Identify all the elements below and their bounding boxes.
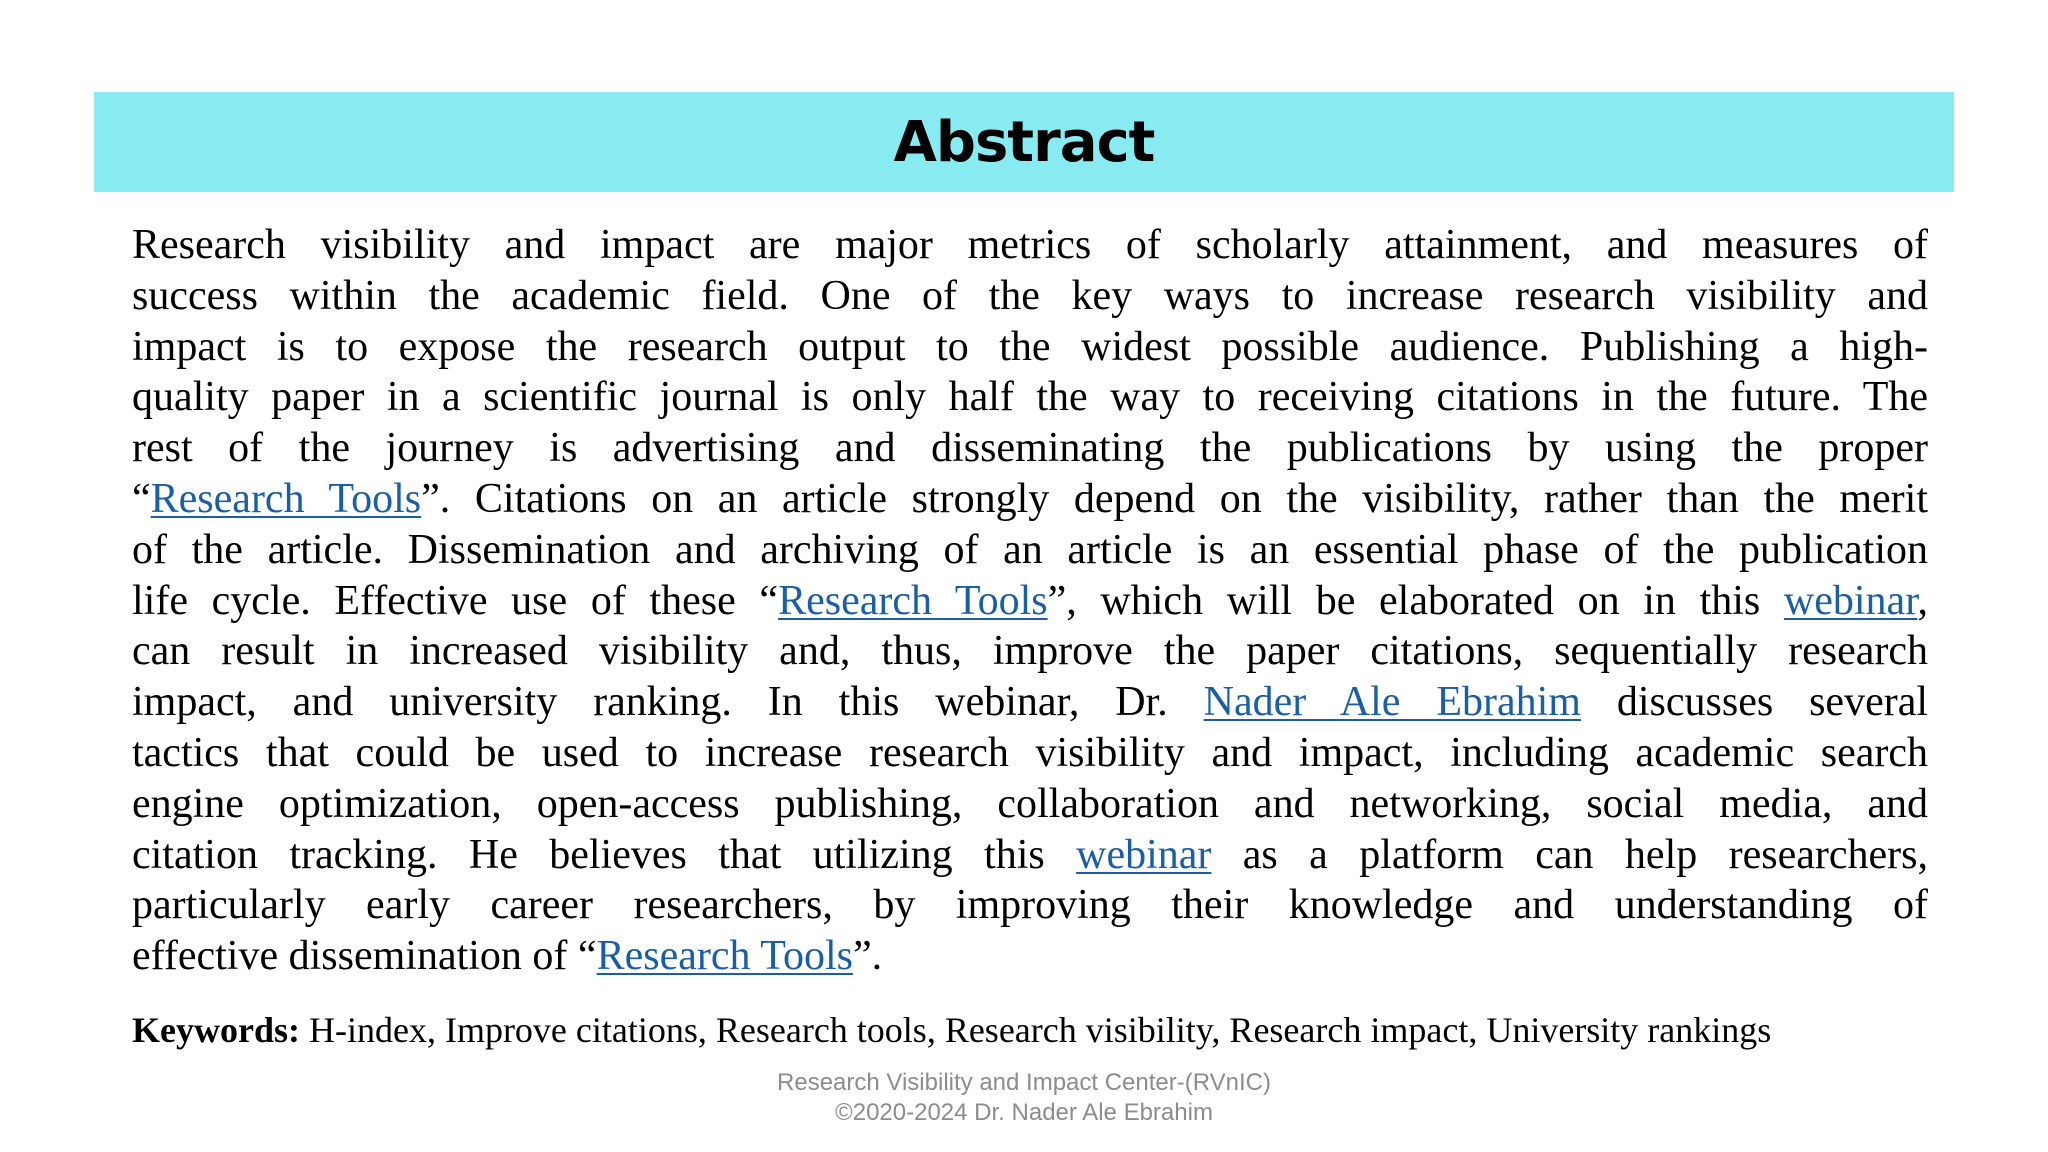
hyperlink-research-tools[interactable]: Research Tools — [778, 577, 1048, 624]
abstract-line — [132, 677, 1928, 728]
abstract-text: discusses several — [1580, 679, 1929, 726]
hyperlink-webinar[interactable]: webinar — [1076, 831, 1212, 878]
abstract-text: engine optimization, open-access publishing, collaboration and networking, social media, and — [132, 780, 1928, 827]
abstract-text: Research visibility and impact are major metrics of scholarly attainment, and measures of — [132, 222, 1928, 268]
abstract-text: impact, and university ranking. In this webinar, Dr. — [132, 679, 1204, 726]
abstract-text: impact is to expose the research output to the widest possible audience. Publishing a high- — [132, 323, 1928, 370]
abstract-text: citation tracking. He believes that utilizing this — [132, 831, 1077, 878]
hyperlink-webinar[interactable]: webinar — [1783, 577, 1918, 624]
abstract-text: effective dissemination of “ — [132, 933, 597, 980]
abstract-text: ”, which will be elaborated on in this — [1047, 577, 1784, 624]
abstract-text: success within the academic field. One of the key ways to increase research visibility and — [132, 272, 1928, 319]
keywords-list: H-index, Improve citations, Research tools, Research visibility, Research impact, University rankings — [299, 1010, 1772, 1050]
keywords-label: Keywords: — [132, 1010, 300, 1050]
abstract-line — [132, 322, 1928, 373]
abstract-text: quality paper in a scientific journal is only half the way to receiving citations in the future. The — [132, 374, 1928, 421]
keywords-line — [132, 1006, 1952, 1054]
abstract-line — [132, 372, 1928, 423]
slide-title: Abstract — [893, 109, 1155, 175]
abstract-paragraph — [132, 220, 1928, 982]
abstract-text: , — [1917, 577, 1928, 624]
hyperlink-research-tools[interactable]: Research Tools — [596, 933, 853, 980]
abstract-line — [132, 728, 1928, 779]
abstract-text: “ — [132, 475, 151, 522]
footer — [0, 1068, 2048, 1128]
abstract-text: can result in increased visibility and, thus, improve the paper citations, sequentially research — [132, 628, 1928, 675]
title-band — [94, 92, 1954, 192]
abstract-text: particularly early career researchers, by improving their knowledge and understanding of — [132, 882, 1928, 929]
abstract-line — [132, 271, 1928, 322]
abstract-text: ”. — [852, 933, 883, 980]
abstract-line — [132, 830, 1928, 881]
abstract-line — [132, 525, 1928, 576]
footer-center-name: Research Visibility and Impact Center-(RVnIC) — [777, 1069, 1271, 1096]
abstract-line — [132, 576, 1928, 627]
hyperlink-research-tools[interactable]: Research Tools — [150, 475, 422, 522]
abstract-line — [132, 423, 1928, 474]
abstract-text: of the article. Dissemination and archiving of an article is an essential phase of the publication — [132, 526, 1928, 573]
abstract-line — [132, 474, 1928, 525]
abstract-text: life cycle. Effective use of these “ — [132, 577, 779, 624]
abstract-text: rest of the journey is advertising and disseminating the publications by using the proper — [132, 425, 1928, 472]
abstract-text: tactics that could be used to increase research visibility and impact, including academic search — [132, 729, 1928, 776]
footer-copyright: ©2020-2024 Dr. Nader Ale Ebrahim — [835, 1099, 1213, 1126]
abstract-text: ”. Citations on an article strongly depend on the visibility, rather than the merit — [421, 475, 1929, 522]
abstract-text: as a platform can help researchers, — [1211, 831, 1928, 878]
abstract-line — [132, 880, 1928, 931]
hyperlink-nader-ale-ebrahim[interactable]: Nader Ale Ebrahim — [1203, 679, 1581, 726]
abstract-line — [132, 626, 1928, 677]
abstract-line — [132, 220, 1928, 271]
abstract-line — [132, 779, 1928, 830]
abstract-line — [132, 931, 1928, 982]
